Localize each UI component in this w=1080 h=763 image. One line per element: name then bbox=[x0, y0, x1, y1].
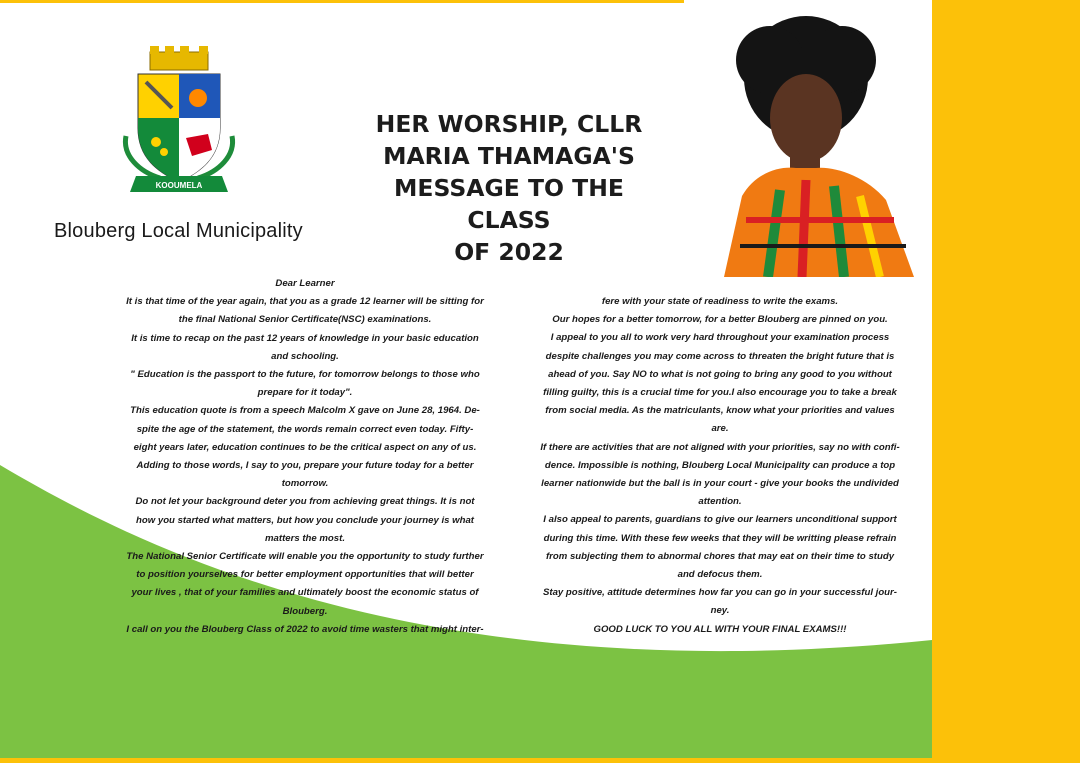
message-line: I also appeal to parents, guardians to give our learners unconditional support bbox=[543, 514, 897, 526]
message-line: GOOD LUCK TO YOU ALL WITH YOUR FINAL EXAMS!!! bbox=[593, 623, 847, 635]
message-line: the final National Senior Certificate(NSC) examinations. bbox=[178, 314, 432, 326]
message-line: ney. bbox=[710, 605, 730, 617]
message-line: how you started what matters, but how you conclude your journey is what bbox=[136, 514, 474, 526]
headline-line: HER WORSHIP, CLLR bbox=[375, 110, 643, 138]
crest-motto: KOOUMELA bbox=[155, 181, 203, 190]
message-line: Stay positive, attitude determines how far you can go in your successful jour- bbox=[543, 587, 897, 599]
message-line: fere with your state of readiness to write the exams. bbox=[601, 296, 839, 307]
message-line: The National Senior Certificate will enable you the opportunity to study further bbox=[126, 551, 484, 563]
motto-ribbon-icon bbox=[130, 176, 228, 192]
headline-line: MARIA THAMAGA'S bbox=[383, 142, 635, 170]
message-line: Blouberg. bbox=[282, 605, 328, 617]
message-line: ahead of you. Say NO to what is not going to bring any good to you without bbox=[548, 368, 892, 380]
message-line: are. bbox=[711, 423, 729, 435]
message-line: If there are activities that are not aligned with your priorities, say no with confi- bbox=[540, 441, 900, 453]
message-line: " Education is the passport to the future, for tomorrow belongs to those who bbox=[130, 369, 480, 381]
message-line: Adding to those words, I say to you, prepare your future today for a better bbox=[136, 460, 474, 472]
message-line: eight years later, education continues to be the critical aspect on any of us. bbox=[133, 441, 477, 453]
headline-line: OF 2022 bbox=[454, 238, 564, 266]
message-line: and schooling. bbox=[271, 350, 339, 362]
right-yellow-band bbox=[932, 0, 1080, 763]
message-line: from social media. As the matriculants, know what your priorities and values bbox=[545, 405, 895, 417]
message-line: your lives , that of your families and ultimately boost the economic status of bbox=[131, 587, 479, 599]
municipality-name: Blouberg Local Municipality bbox=[54, 220, 303, 242]
message-line: tomorrow. bbox=[281, 478, 329, 490]
shield-icon bbox=[138, 74, 220, 182]
message-line: It is that time of the year again, that you as a grade 12 learner will be sitting for bbox=[126, 296, 484, 308]
message-line: to position yourselves for better employment opportunities that will better bbox=[136, 569, 474, 581]
mayor-portrait bbox=[684, 0, 932, 277]
crown-icon bbox=[150, 46, 208, 70]
message-line: I appeal to you all to work very hard throughout your examination process bbox=[550, 332, 890, 344]
headline bbox=[356, 108, 662, 268]
headline-line: MESSAGE TO THE CLASS bbox=[394, 174, 624, 234]
message-line: dence. Impossible is nothing, Blouberg Local Municipality can produce a top bbox=[544, 459, 896, 471]
message-line: filling guilty, this is a crucial time for you.I also encourage you to take a break bbox=[543, 387, 897, 399]
message-left-column bbox=[96, 275, 514, 639]
message-line: from subjecting them to abnormal chores that may eat on their time to study bbox=[545, 550, 895, 562]
message-line: It is time to recap on the past 12 years of knowledge in your basic education bbox=[131, 332, 479, 344]
message-line: despite challenges you may come across to threaten the bright future that is bbox=[545, 350, 895, 362]
message-line: during this time. With these few weeks that they will be writting please refrain bbox=[543, 532, 897, 544]
message-line: matters the most. bbox=[265, 532, 345, 544]
message-line: Do not let your background deter you from achieving great things. It is not bbox=[135, 496, 475, 508]
message-line: I call on you the Blouberg Class of 2022 to avoid time wasters that might inter- bbox=[126, 623, 484, 635]
message-line: and defocus them. bbox=[677, 569, 763, 581]
message-line: This education quote is from a speech Malcolm X gave on June 28, 1964. De- bbox=[130, 405, 480, 417]
bottom-yellow-line bbox=[0, 758, 932, 763]
message-line: Dear Learner bbox=[275, 278, 335, 289]
message-line: prepare for it today". bbox=[257, 387, 353, 399]
message-line: spite the age of the statement, the words remain correct even today. Fifty- bbox=[136, 423, 474, 435]
message-line: learner nationwide but the ball is in your court - give your books the undivided bbox=[541, 478, 899, 490]
message-line: Our hopes for a better tomorrow, for a better Blouberg are pinned on you. bbox=[552, 314, 888, 326]
message-right-column bbox=[512, 293, 928, 639]
municipality-crest-logo bbox=[116, 46, 242, 196]
message-line: attention. bbox=[698, 496, 742, 508]
